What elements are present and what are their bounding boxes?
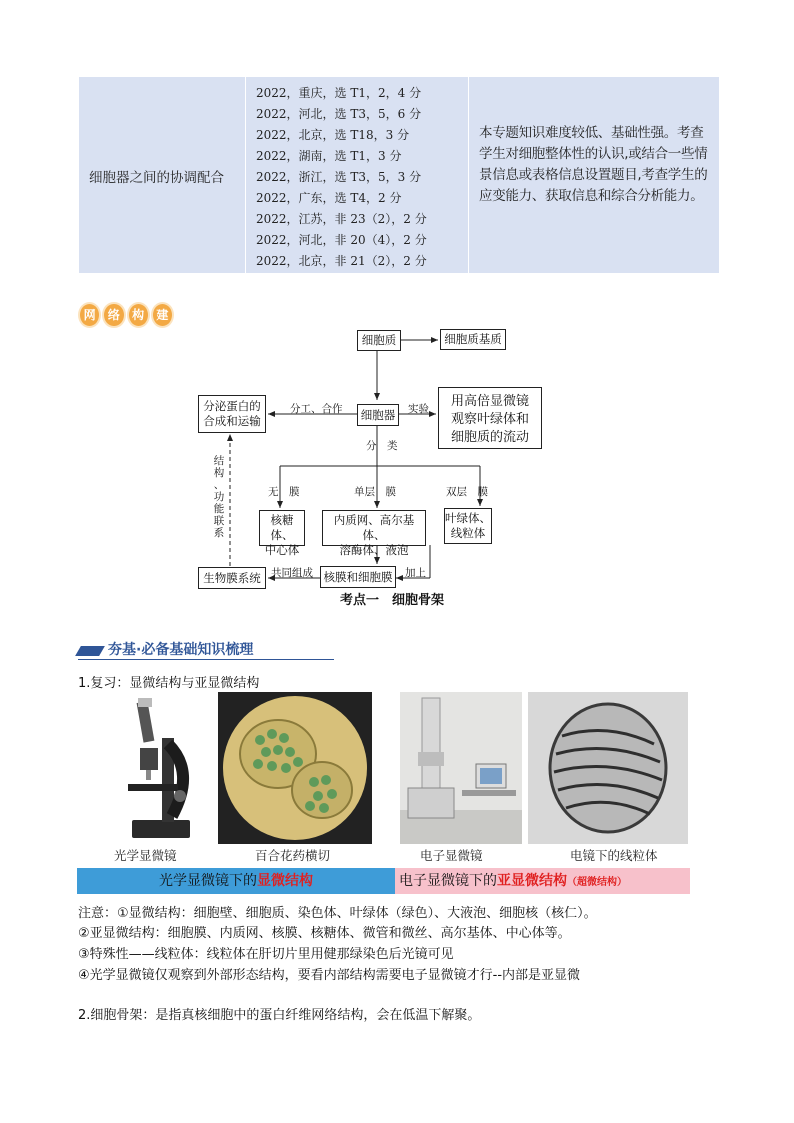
mitochondrion-micrograph [528,692,688,844]
node-line: 中心体 [264,543,300,557]
edge-label-double-membrane: 双层 膜 [446,486,488,498]
exam-item: 2022，河北，非 20（4），2 分 [256,233,427,247]
vertical-char: 构 [213,467,225,479]
node-line: 核糖体、 [270,513,294,542]
section-header [78,637,334,661]
node-line: 用高倍显微镜 [450,394,529,409]
exam-item: 2022，江苏，非 23（2），2 分 [256,212,427,226]
mitochondrion-image [528,692,688,844]
node-cytoplasm-matrix: 细胞质基质 [440,329,506,350]
vertical-char: 联 [213,515,225,527]
edge-label-single-membrane: 单层 膜 [354,486,396,498]
caption-mitochondrion: 电镜下的线粒体 [570,848,658,863]
exam-item: 2022，湖南，选 T1，3 分 [256,149,402,163]
band-right-small: （超微结构） [567,877,627,888]
node-line: 内质网、高尔基体、 [333,513,415,542]
vertical-char: 系 [213,527,225,539]
light-microscope-icon [110,692,200,844]
topic-text: 细胞器之间的协调配合 [89,170,224,186]
node-line: 叶绿体、 [445,511,491,525]
light-microscope-image [110,692,200,844]
edge-label-classify: 分 类 [366,440,398,452]
note-line-3: ③特殊性——线粒体：线粒体在肝切片里用健那绿染色后光镜可见 [78,947,454,962]
edge-label-division: 分工、合作 [290,403,343,415]
section-title: 夯基·必备基础知识梳理 [108,642,254,658]
band-electron-structure [395,868,690,894]
paragraph-cytoskeleton: 2.细胞骨架：是指真核细胞中的蛋白纤维网络结构，会在低温下解聚。 [78,1008,481,1023]
note-line-2: ②亚显微结构：细胞膜、内质网、核膜、核糖体、微管和微丝、高尔基体、中心体等。 [78,926,571,941]
node-cytoplasm: 细胞质 [357,330,401,351]
caption-lily-anther: 百合花药横切 [255,848,331,863]
node-ribosome [259,510,305,557]
node-line: 细胞质的流动 [450,430,529,445]
node-line: 观察叶绿体和 [450,412,529,427]
node-single-membrane [322,510,426,557]
edge-label-compose: 共同组成 [271,567,313,579]
banner-char: 建 [151,302,174,328]
banner-char: 构 [127,302,150,328]
band-right-highlight: 亚显微结构 [497,873,567,889]
node-secretory-protein [198,395,266,433]
edge-label-no-membrane: 无 膜 [268,486,300,498]
note-line-4: ④光学显微镜仅观察到外部形态结构，要看内部结构需要电子显微镜才行--内部是亚显微 [78,968,581,983]
node-organelle: 细胞器 [357,404,399,426]
analysis-text: 本专题知识难度较低、基础性强。考查学生对细胞整体性的认识,或结合一些情景信息或表格信息设置题目,考查学生的应变能力、获取信息和综合分析能力。 [479,125,708,204]
exam-item: 2022，广东，选 T4，2 分 [256,191,402,205]
caption-light-microscope: 光学显微镜 [114,848,177,863]
banner-char: 网 [78,302,101,328]
node-line: 分泌蛋白的 [203,399,261,413]
edge-label-plus: 加上 [405,567,426,579]
edge-label-experiment: 实验 [408,403,429,415]
exam-item: 2022，北京，非 21（2），2 分 [256,254,427,268]
node-membrane-system: 生物膜系统 [198,567,266,589]
exam-item: 2022，重庆，选 T1，2，4 分 [256,86,422,100]
band-right-prefix: 电子显微镜下的 [399,873,497,889]
node-nucleus-membrane: 核膜和细胞膜 [320,566,396,588]
paragraph-review: 1.复习：显微结构与亚显微结构 [78,676,260,691]
vertical-char: 功 [213,491,225,503]
band-left-highlight: 显微结构 [257,873,313,889]
vertical-char: 、 [213,479,225,491]
lily-anther-micrograph [218,692,372,844]
electron-microscope-photo [400,692,522,844]
section-bar-decoration [75,646,105,656]
lily-anther-image [218,692,372,844]
exam-item: 2022，北京，选 T18，3 分 [256,128,410,142]
exam-item: 2022，浙江，选 T3，5，3 分 [256,170,422,184]
banner-char: 络 [102,302,125,328]
band-light-structure [77,868,395,894]
band-left-prefix: 光学显微镜下的 [159,873,257,889]
electron-microscope-image [400,692,522,844]
exam-item: 2022，河北，选 T3，5，6 分 [256,107,422,121]
diagram-caption: 考点一 细胞骨架 [340,593,445,608]
edge-label-structure [212,455,226,539]
node-experiment [438,387,542,449]
node-line: 溶酶体、液泡 [339,543,409,557]
vertical-char: 能 [213,503,225,515]
node-line: 线粒体 [450,526,486,540]
note-line-1: 注意：①显微结构：细胞壁、细胞质、染色体、叶绿体（绿色）、大液泡、细胞核（核仁）。 [78,906,597,921]
caption-electron-microscope: 电子显微镜 [420,848,483,863]
vertical-char: 结 [213,455,225,467]
section-underline [78,659,334,660]
node-double-membrane [444,508,492,544]
node-line: 合成和运输 [203,414,261,428]
